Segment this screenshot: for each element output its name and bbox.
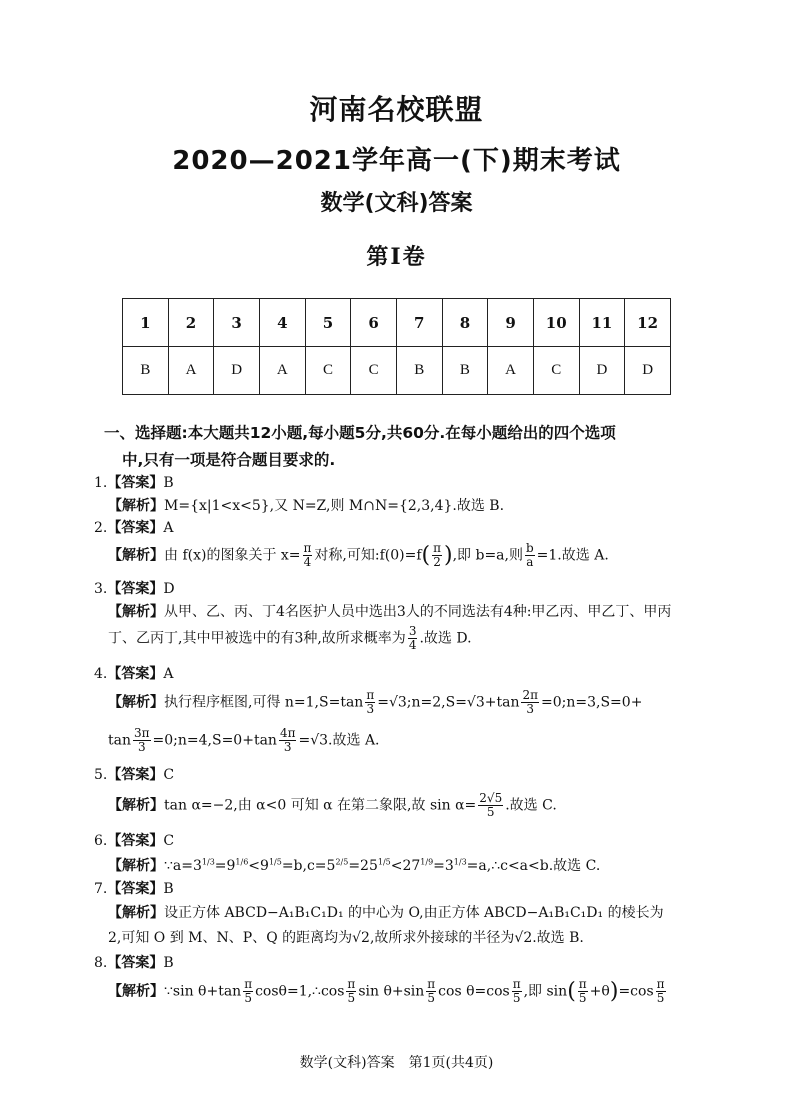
section-heading: 一、选择题:本大题共12小题,每小题5分,共60分.在每小题给出的四个选项 中,只有一项是符合题目要求的. [104, 424, 616, 469]
question-number-cell: 6 [351, 299, 397, 347]
q5-analysis: 【解析】tan α=−2,由 α<0 可知 α 在第二象限,故 sin α= $\frac{2√5}{5}$ .故选 C. [108, 791, 557, 819]
question-number-cell: 10 [533, 299, 579, 347]
question-number-cell: 9 [488, 299, 534, 347]
q7-analysis-line2: 2,可知 O 到 M、N、P、Q 的距离均为√2,故所求外接球的半径为√2.故选 B. [108, 930, 584, 946]
answer-cell: A [168, 347, 214, 395]
answer-cell: A [488, 347, 534, 395]
q4-analysis-line2: tan $\frac{3\pi}{3}$ =0;n=4,S=0+tan $\frac{4\pi}{3}$ =√3.故选 A. [108, 726, 380, 754]
q8-analysis: 【解析】∵sin θ+tan $\frac{\pi}{5}$ cosθ=1,∴cos $\frac{\pi}{5}$ sin θ+sin $\frac{\pi}{5}$ cos θ=cos $\frac{\pi}{5}$ ,即 sin( $\frac{\pi}{5}$ +θ)=cos $\frac{\pi}{5}$ [108, 977, 665, 1005]
question-number-cell: 1 [123, 299, 169, 347]
question-number-cell: 3 [214, 299, 260, 347]
answer-cell: A [259, 347, 305, 395]
q6-answer: 6.【答案】C [94, 833, 175, 849]
answer-cell: D [214, 347, 260, 395]
answer-cell: D [579, 347, 625, 395]
answer-cell: B [396, 347, 442, 395]
answer-table-answer-row [123, 347, 671, 395]
answer-cell: C [305, 347, 351, 395]
question-number-cell: 5 [305, 299, 351, 347]
q1-answer: 1.【答案】B [94, 475, 174, 491]
answer-cell: D [625, 347, 671, 395]
q8-answer: 8.【答案】B [94, 955, 174, 971]
q3-analysis-line1: 【解析】从甲、乙、丙、丁4名医护人员中选出3人的不同选法有4种:甲乙丙、甲乙丁、甲丙 [108, 604, 672, 620]
q3-answer: 3.【答案】D [94, 581, 175, 597]
question-number-cell: 7 [396, 299, 442, 347]
question-number-cell: 8 [442, 299, 488, 347]
q2-analysis: 【解析】由 f(x)的图象关于 x= $\frac{\pi}{4}$ 对称,可知:f(0)=f( $\frac{\pi}{2}$ ),即 b=a,则 $\frac{b}{a}$ =1.故选 A. [108, 541, 609, 569]
answer-cell: B [123, 347, 169, 395]
answer-table [122, 298, 671, 395]
title-volume: 第Ⅰ卷 [366, 244, 427, 270]
q4-analysis-line1: 【解析】执行程序框图,可得 n=1,S=tan $\frac{\pi}{3}$ =√3;n=2,S=√3+tan $\frac{2\pi}{3}$ =0;n=3,S=0+ [108, 688, 643, 716]
q7-analysis-line1: 【解析】设正方体 ABCD−A₁B₁C₁D₁ 的中心为 O,由正方体 ABCD−A₁B₁C₁D₁ 的棱长为 [108, 905, 664, 921]
question-number-cell: 11 [579, 299, 625, 347]
answer-table-header-row [123, 299, 671, 347]
answer-cell: B [442, 347, 488, 395]
q2-answer: 2.【答案】A [94, 520, 174, 536]
q6-analysis: 【解析】$\because a=3^{1/3}=9^{1/6}<9^{1/5}=b,c=5^{2/5}=25^{1/5}<27^{1/9}=3^{1/3}=a,\therefore c<a<b$.故选 C. [108, 857, 601, 874]
title-exam: 2020—2021学年高一(下)期末考试 [172, 146, 621, 176]
q3-analysis-line2: 丁、乙丙丁,其中甲被选中的有3种,故所求概率为 $\frac{3}{4}$ .故选 D. [108, 624, 472, 652]
question-number-cell: 4 [259, 299, 305, 347]
title-subject: 数学(文科)答案 [320, 191, 473, 216]
answer-cell: C [533, 347, 579, 395]
q4-answer: 4.【答案】A [94, 666, 174, 682]
question-number-cell: 2 [168, 299, 214, 347]
page-footer: 数学(文科)答案 第1页(共4页) [299, 1055, 494, 1071]
q7-answer: 7.【答案】B [94, 881, 174, 897]
q5-answer: 5.【答案】C [94, 767, 175, 783]
answer-cell: C [351, 347, 397, 395]
title-league: 河南名校联盟 [309, 93, 484, 126]
question-number-cell: 12 [625, 299, 671, 347]
q1-analysis: 【解析】M={x|1<x<5},又 N=Z,则 M∩N={2,3,4}.故选 B. [108, 498, 505, 514]
